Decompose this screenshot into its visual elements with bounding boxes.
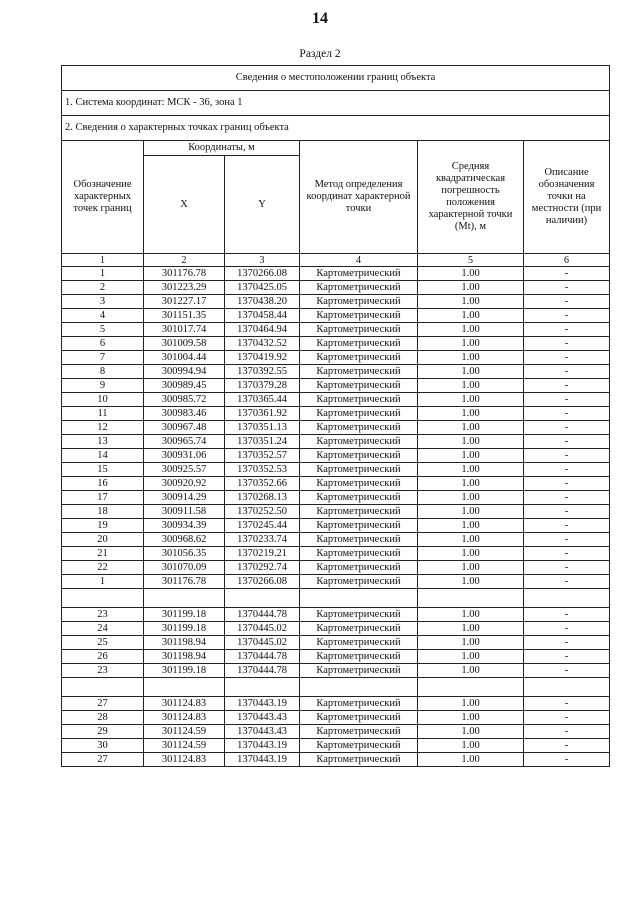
cell-accuracy: 1.00 bbox=[418, 664, 524, 678]
cell-y: 1370292.74 bbox=[225, 561, 300, 575]
cell-x: 301199.18 bbox=[144, 664, 225, 678]
cell-description: - bbox=[524, 547, 610, 561]
cell-y: 1370351.24 bbox=[225, 435, 300, 449]
cell-y: 1370419.92 bbox=[225, 351, 300, 365]
cell-x: 301009.58 bbox=[144, 337, 225, 351]
empty-cell bbox=[62, 678, 144, 697]
cell-y: 1370219.21 bbox=[225, 547, 300, 561]
cell-description: - bbox=[524, 491, 610, 505]
cell-accuracy: 1.00 bbox=[418, 281, 524, 295]
cell-accuracy: 1.00 bbox=[418, 561, 524, 575]
cell-point: 19 bbox=[62, 519, 144, 533]
cell-point: 18 bbox=[62, 505, 144, 519]
cell-description: - bbox=[524, 435, 610, 449]
header-coords: Координаты, м bbox=[144, 141, 300, 156]
cell-description: - bbox=[524, 337, 610, 351]
header-point: Обозначение характерных точек границ bbox=[62, 141, 144, 254]
column-number: 5 bbox=[418, 254, 524, 267]
cell-x: 300911.58 bbox=[144, 505, 225, 519]
cell-description: - bbox=[524, 519, 610, 533]
group-separator-row bbox=[62, 678, 610, 697]
table-row bbox=[62, 323, 610, 337]
cell-method: Картометрический bbox=[300, 435, 418, 449]
table-row bbox=[62, 393, 610, 407]
cell-x: 300965.74 bbox=[144, 435, 225, 449]
cell-description: - bbox=[524, 351, 610, 365]
table-row bbox=[62, 622, 610, 636]
cell-accuracy: 1.00 bbox=[418, 547, 524, 561]
cell-accuracy: 1.00 bbox=[418, 463, 524, 477]
empty-cell bbox=[524, 678, 610, 697]
cell-method: Картометрический bbox=[300, 505, 418, 519]
cell-accuracy: 1.00 bbox=[418, 435, 524, 449]
cell-accuracy: 1.00 bbox=[418, 491, 524, 505]
cell-y: 1370443.19 bbox=[225, 697, 300, 711]
table-row bbox=[62, 337, 610, 351]
table-row bbox=[62, 575, 610, 589]
cell-x: 300925.57 bbox=[144, 463, 225, 477]
cell-point: 13 bbox=[62, 435, 144, 449]
cell-point: 6 bbox=[62, 337, 144, 351]
cell-accuracy: 1.00 bbox=[418, 608, 524, 622]
cell-y: 1370266.08 bbox=[225, 575, 300, 589]
cell-description: - bbox=[524, 505, 610, 519]
cell-point: 23 bbox=[62, 608, 144, 622]
cell-point: 8 bbox=[62, 365, 144, 379]
cell-x: 301124.59 bbox=[144, 725, 225, 739]
header-description: Описание обозначения точки на местности (при наличии) bbox=[524, 141, 610, 254]
cell-description: - bbox=[524, 477, 610, 491]
cell-accuracy: 1.00 bbox=[418, 739, 524, 753]
table-row bbox=[62, 650, 610, 664]
cell-accuracy: 1.00 bbox=[418, 650, 524, 664]
empty-cell bbox=[225, 678, 300, 697]
cell-description: - bbox=[524, 393, 610, 407]
cell-description: - bbox=[524, 753, 610, 767]
cell-accuracy: 1.00 bbox=[418, 421, 524, 435]
cell-method: Картометрический bbox=[300, 421, 418, 435]
cell-accuracy: 1.00 bbox=[418, 533, 524, 547]
cell-point: 28 bbox=[62, 711, 144, 725]
cell-description: - bbox=[524, 697, 610, 711]
cell-method: Картометрический bbox=[300, 393, 418, 407]
cell-method: Картометрический bbox=[300, 281, 418, 295]
cell-x: 300914.29 bbox=[144, 491, 225, 505]
cell-method: Картометрический bbox=[300, 365, 418, 379]
cell-x: 301223.29 bbox=[144, 281, 225, 295]
cell-accuracy: 1.00 bbox=[418, 323, 524, 337]
points-title: 2. Сведения о характерных точках границ объекта bbox=[62, 116, 610, 141]
column-number: 3 bbox=[225, 254, 300, 267]
cell-y: 1370352.53 bbox=[225, 463, 300, 477]
table-row bbox=[62, 725, 610, 739]
cell-x: 301176.78 bbox=[144, 575, 225, 589]
cell-method: Картометрический bbox=[300, 519, 418, 533]
cell-point: 1 bbox=[62, 267, 144, 281]
cell-y: 1370252.50 bbox=[225, 505, 300, 519]
table-row bbox=[62, 449, 610, 463]
table-row bbox=[62, 267, 610, 281]
empty-cell bbox=[300, 589, 418, 608]
cell-description: - bbox=[524, 267, 610, 281]
section-title: Раздел 2 bbox=[299, 48, 341, 60]
cell-y: 1370245.44 bbox=[225, 519, 300, 533]
cell-method: Картометрический bbox=[300, 323, 418, 337]
column-number: 6 bbox=[524, 254, 610, 267]
cell-x: 300994.94 bbox=[144, 365, 225, 379]
table-row bbox=[62, 379, 610, 393]
cell-y: 1370351.13 bbox=[225, 421, 300, 435]
table-row bbox=[62, 519, 610, 533]
cell-method: Картометрический bbox=[300, 575, 418, 589]
cell-x: 300968.62 bbox=[144, 533, 225, 547]
column-number-row bbox=[62, 254, 610, 267]
cell-x: 300985.72 bbox=[144, 393, 225, 407]
cell-point: 27 bbox=[62, 753, 144, 767]
cell-point: 25 bbox=[62, 636, 144, 650]
cell-accuracy: 1.00 bbox=[418, 267, 524, 281]
cell-x: 301151.35 bbox=[144, 309, 225, 323]
cell-y: 1370266.08 bbox=[225, 267, 300, 281]
cell-accuracy: 1.00 bbox=[418, 753, 524, 767]
cell-x: 301124.59 bbox=[144, 739, 225, 753]
cell-method: Картометрический bbox=[300, 561, 418, 575]
cell-method: Картометрический bbox=[300, 309, 418, 323]
cell-x: 301056.35 bbox=[144, 547, 225, 561]
table-title: Сведения о местоположении границ объекта bbox=[62, 66, 610, 91]
cell-description: - bbox=[524, 379, 610, 393]
cell-y: 1370444.78 bbox=[225, 664, 300, 678]
cell-point: 22 bbox=[62, 561, 144, 575]
cell-method: Картометрический bbox=[300, 491, 418, 505]
cell-accuracy: 1.00 bbox=[418, 351, 524, 365]
table-row bbox=[62, 463, 610, 477]
cell-description: - bbox=[524, 533, 610, 547]
cell-method: Картометрический bbox=[300, 608, 418, 622]
cell-method: Картометрический bbox=[300, 463, 418, 477]
empty-cell bbox=[62, 589, 144, 608]
cell-description: - bbox=[524, 575, 610, 589]
empty-cell bbox=[144, 678, 225, 697]
cell-point: 5 bbox=[62, 323, 144, 337]
cell-point: 10 bbox=[62, 393, 144, 407]
cell-point: 1 bbox=[62, 575, 144, 589]
cell-method: Картометрический bbox=[300, 533, 418, 547]
cell-accuracy: 1.00 bbox=[418, 725, 524, 739]
cell-x: 300989.45 bbox=[144, 379, 225, 393]
cell-description: - bbox=[524, 711, 610, 725]
cell-description: - bbox=[524, 561, 610, 575]
cell-method: Картометрический bbox=[300, 351, 418, 365]
empty-cell bbox=[418, 678, 524, 697]
table-row bbox=[62, 435, 610, 449]
cell-x: 301199.18 bbox=[144, 608, 225, 622]
cell-x: 300934.39 bbox=[144, 519, 225, 533]
cell-accuracy: 1.00 bbox=[418, 622, 524, 636]
cell-description: - bbox=[524, 608, 610, 622]
cell-description: - bbox=[524, 449, 610, 463]
cell-x: 301227.17 bbox=[144, 295, 225, 309]
cell-method: Картометрический bbox=[300, 449, 418, 463]
cell-point: 9 bbox=[62, 379, 144, 393]
table-row bbox=[62, 491, 610, 505]
cell-point: 2 bbox=[62, 281, 144, 295]
cell-point: 20 bbox=[62, 533, 144, 547]
cell-method: Картометрический bbox=[300, 753, 418, 767]
cell-y: 1370445.02 bbox=[225, 636, 300, 650]
cell-x: 301070.09 bbox=[144, 561, 225, 575]
header-method: Метод определения координат характерной точки bbox=[300, 141, 418, 254]
cell-x: 301176.78 bbox=[144, 267, 225, 281]
cell-point: 14 bbox=[62, 449, 144, 463]
cell-accuracy: 1.00 bbox=[418, 309, 524, 323]
cell-y: 1370445.02 bbox=[225, 622, 300, 636]
cell-method: Картометрический bbox=[300, 407, 418, 421]
cell-x: 301199.18 bbox=[144, 622, 225, 636]
table-row bbox=[62, 351, 610, 365]
cell-x: 301124.83 bbox=[144, 697, 225, 711]
table-row bbox=[62, 739, 610, 753]
cell-y: 1370443.19 bbox=[225, 753, 300, 767]
page-number: 14 bbox=[312, 10, 328, 27]
coord-system: 1. Система координат: МСК - 36, зона 1 bbox=[62, 91, 610, 116]
cell-y: 1370464.94 bbox=[225, 323, 300, 337]
table-row bbox=[62, 561, 610, 575]
cell-method: Картометрический bbox=[300, 636, 418, 650]
cell-description: - bbox=[524, 664, 610, 678]
cell-description: - bbox=[524, 281, 610, 295]
cell-method: Картометрический bbox=[300, 547, 418, 561]
cell-x: 301198.94 bbox=[144, 636, 225, 650]
column-number: 1 bbox=[62, 254, 144, 267]
cell-method: Картометрический bbox=[300, 725, 418, 739]
table-row bbox=[62, 664, 610, 678]
cell-y: 1370352.66 bbox=[225, 477, 300, 491]
cell-method: Картометрический bbox=[300, 337, 418, 351]
cell-method: Картометрический bbox=[300, 267, 418, 281]
table-row bbox=[62, 608, 610, 622]
cell-method: Картометрический bbox=[300, 650, 418, 664]
cell-method: Картометрический bbox=[300, 697, 418, 711]
cell-point: 23 bbox=[62, 664, 144, 678]
header-y: Y bbox=[225, 156, 300, 254]
cell-y: 1370233.74 bbox=[225, 533, 300, 547]
empty-cell bbox=[524, 589, 610, 608]
table-row bbox=[62, 477, 610, 491]
cell-x: 301124.83 bbox=[144, 753, 225, 767]
cell-y: 1370443.43 bbox=[225, 725, 300, 739]
cell-point: 30 bbox=[62, 739, 144, 753]
empty-cell bbox=[418, 589, 524, 608]
cell-accuracy: 1.00 bbox=[418, 711, 524, 725]
empty-cell bbox=[144, 589, 225, 608]
empty-cell bbox=[225, 589, 300, 608]
header-accuracy: Средняя квадратическая погрешность положения характерной точки (Mt), м bbox=[418, 141, 524, 254]
cell-accuracy: 1.00 bbox=[418, 379, 524, 393]
cell-point: 12 bbox=[62, 421, 144, 435]
cell-y: 1370444.78 bbox=[225, 650, 300, 664]
table-row bbox=[62, 547, 610, 561]
cell-accuracy: 1.00 bbox=[418, 365, 524, 379]
cell-y: 1370443.43 bbox=[225, 711, 300, 725]
cell-accuracy: 1.00 bbox=[418, 449, 524, 463]
cell-description: - bbox=[524, 463, 610, 477]
cell-description: - bbox=[524, 739, 610, 753]
cell-method: Картометрический bbox=[300, 664, 418, 678]
cell-x: 301124.83 bbox=[144, 711, 225, 725]
cell-description: - bbox=[524, 725, 610, 739]
cell-description: - bbox=[524, 421, 610, 435]
cell-description: - bbox=[524, 309, 610, 323]
cell-x: 300920.92 bbox=[144, 477, 225, 491]
cell-y: 1370361.92 bbox=[225, 407, 300, 421]
cell-accuracy: 1.00 bbox=[418, 393, 524, 407]
cell-description: - bbox=[524, 636, 610, 650]
cell-x: 301017.74 bbox=[144, 323, 225, 337]
cell-method: Картометрический bbox=[300, 739, 418, 753]
boundary-table bbox=[61, 65, 610, 767]
cell-point: 16 bbox=[62, 477, 144, 491]
cell-x: 300967.48 bbox=[144, 421, 225, 435]
cell-y: 1370365.44 bbox=[225, 393, 300, 407]
cell-method: Картометрический bbox=[300, 295, 418, 309]
cell-point: 11 bbox=[62, 407, 144, 421]
cell-y: 1370392.55 bbox=[225, 365, 300, 379]
group-separator-row bbox=[62, 589, 610, 608]
cell-point: 4 bbox=[62, 309, 144, 323]
cell-method: Картометрический bbox=[300, 711, 418, 725]
table-row bbox=[62, 365, 610, 379]
cell-x: 301004.44 bbox=[144, 351, 225, 365]
cell-method: Картометрический bbox=[300, 622, 418, 636]
cell-x: 300983.46 bbox=[144, 407, 225, 421]
cell-method: Картометрический bbox=[300, 477, 418, 491]
table-row bbox=[62, 505, 610, 519]
cell-y: 1370444.78 bbox=[225, 608, 300, 622]
cell-description: - bbox=[524, 323, 610, 337]
cell-point: 21 bbox=[62, 547, 144, 561]
cell-accuracy: 1.00 bbox=[418, 575, 524, 589]
table-row bbox=[62, 711, 610, 725]
cell-accuracy: 1.00 bbox=[418, 295, 524, 309]
table-row bbox=[62, 407, 610, 421]
cell-point: 15 bbox=[62, 463, 144, 477]
cell-accuracy: 1.00 bbox=[418, 519, 524, 533]
cell-point: 7 bbox=[62, 351, 144, 365]
header-x: X bbox=[144, 156, 225, 254]
cell-description: - bbox=[524, 295, 610, 309]
cell-point: 29 bbox=[62, 725, 144, 739]
empty-cell bbox=[300, 678, 418, 697]
column-number: 2 bbox=[144, 254, 225, 267]
cell-y: 1370438.20 bbox=[225, 295, 300, 309]
cell-description: - bbox=[524, 365, 610, 379]
cell-y: 1370352.57 bbox=[225, 449, 300, 463]
cell-description: - bbox=[524, 650, 610, 664]
cell-y: 1370432.52 bbox=[225, 337, 300, 351]
cell-y: 1370443.19 bbox=[225, 739, 300, 753]
cell-accuracy: 1.00 bbox=[418, 407, 524, 421]
cell-point: 24 bbox=[62, 622, 144, 636]
cell-y: 1370379.28 bbox=[225, 379, 300, 393]
column-number: 4 bbox=[300, 254, 418, 267]
cell-accuracy: 1.00 bbox=[418, 636, 524, 650]
cell-point: 26 bbox=[62, 650, 144, 664]
table-row bbox=[62, 309, 610, 323]
table-row bbox=[62, 636, 610, 650]
cell-y: 1370458.44 bbox=[225, 309, 300, 323]
cell-point: 3 bbox=[62, 295, 144, 309]
table-row bbox=[62, 697, 610, 711]
cell-description: - bbox=[524, 407, 610, 421]
cell-x: 300931.06 bbox=[144, 449, 225, 463]
table-row bbox=[62, 281, 610, 295]
table-row bbox=[62, 533, 610, 547]
table-row bbox=[62, 753, 610, 767]
cell-y: 1370268.13 bbox=[225, 491, 300, 505]
cell-y: 1370425.05 bbox=[225, 281, 300, 295]
cell-point: 17 bbox=[62, 491, 144, 505]
table-row bbox=[62, 421, 610, 435]
cell-point: 27 bbox=[62, 697, 144, 711]
cell-description: - bbox=[524, 622, 610, 636]
table-row bbox=[62, 295, 610, 309]
cell-accuracy: 1.00 bbox=[418, 697, 524, 711]
cell-accuracy: 1.00 bbox=[418, 337, 524, 351]
cell-accuracy: 1.00 bbox=[418, 505, 524, 519]
cell-x: 301198.94 bbox=[144, 650, 225, 664]
cell-accuracy: 1.00 bbox=[418, 477, 524, 491]
cell-method: Картометрический bbox=[300, 379, 418, 393]
